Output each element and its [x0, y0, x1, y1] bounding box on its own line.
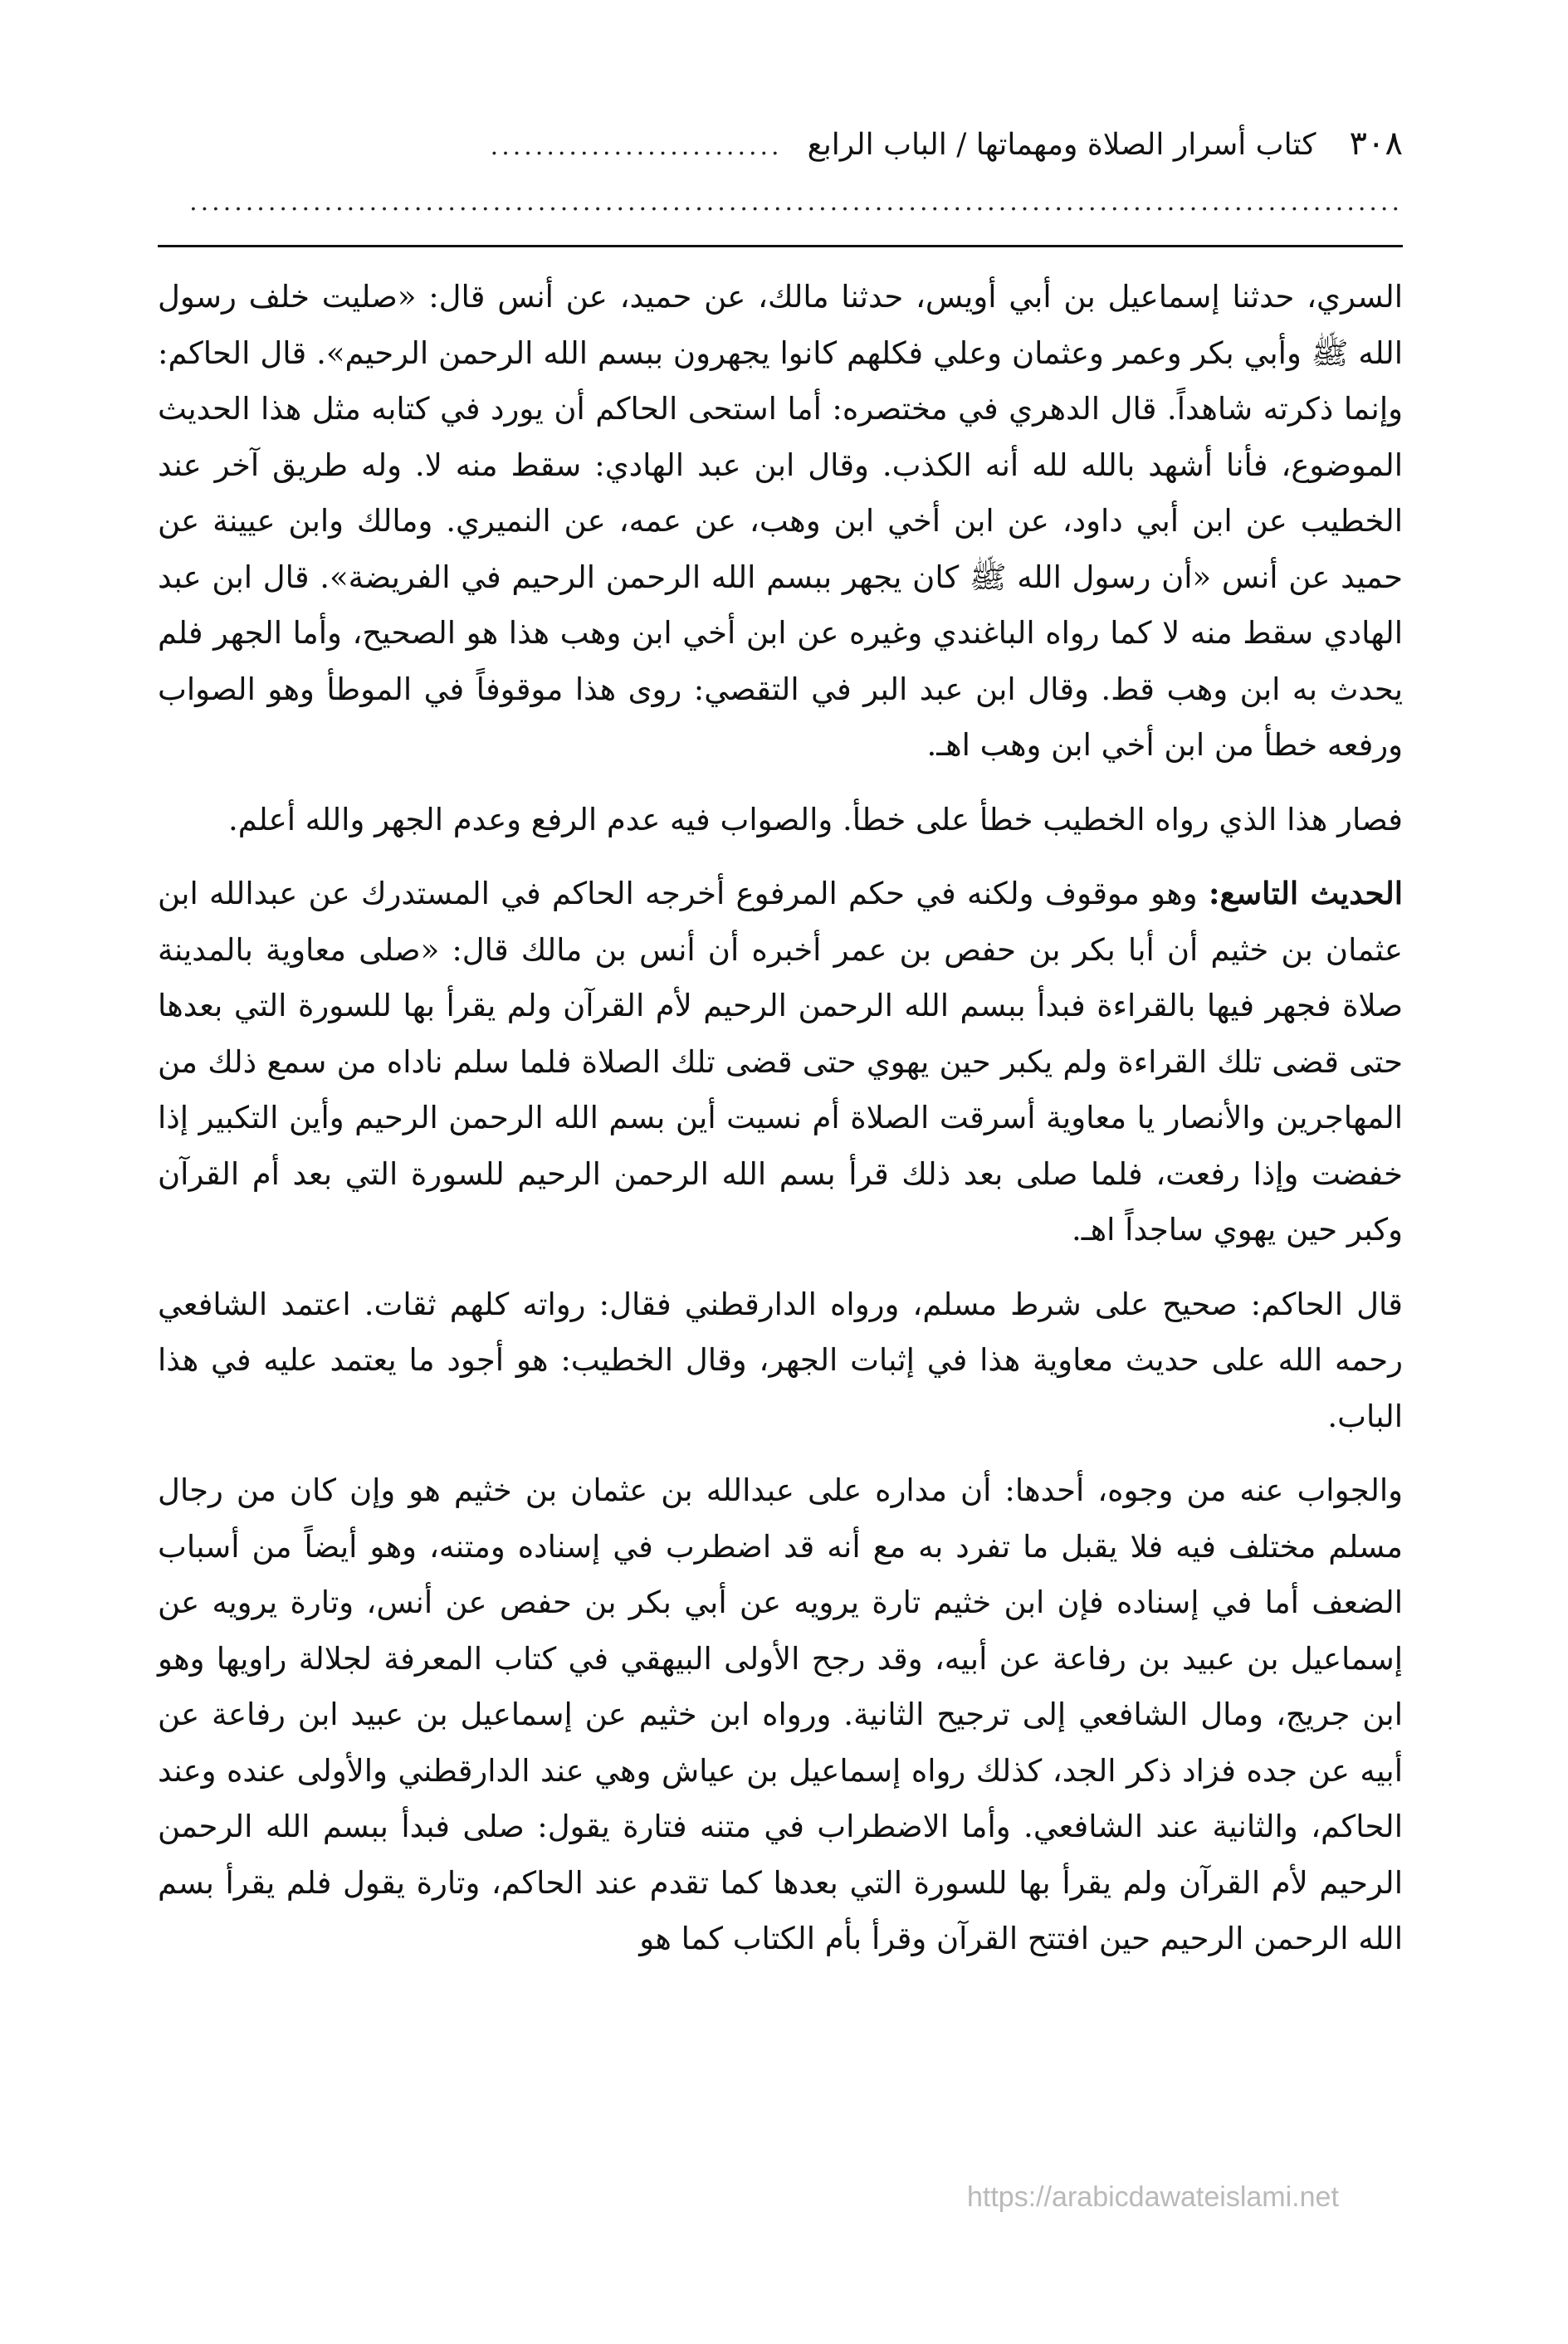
body-text: [158, 269, 1403, 1967]
paragraph-1: [158, 269, 1403, 774]
hadith-heading: الحديث التاسع:: [1208, 875, 1403, 911]
running-head: [158, 125, 1403, 174]
paragraph-5: [158, 1463, 1403, 1967]
page-number: ٣٠٨: [1349, 125, 1403, 163]
paragraph-text: والجواب عنه من وجوه، أحدها: أن مداره على عبدالله بن عثمان بن خثيم هو وإن كان من رجال مسلم مختلف فيه فلا يقبل ما تفرد به مع أنه قد اضطرب في إسناده ومتنه، وهو أيضاً من أسباب الضعف أما في إسناده فإن ابن خثيم تارة يرويه عن أبي بكر بن حفص عن أنس، وتارة يرويه عن إسماعيل بن عبيد بن رفاعة عن أبيه، وقد رجح الأولى البيهقي في كتاب المعرفة لجلالة راويها وهو ابن جريج، ومال الشافعي إلى ترجيح الثانية. ورواه ابن خثيم عن إسماعيل بن عبيد ابن رفاعة عن أبيه عن جده فزاد ذكر الجد، كذلك رواه إسماعيل بن عياش وهي عند الدارقطني والأولى عنده وعند الحاكم، والثانية عند الشافعي. وأما الاضطراب في متنه فتارة يقول: صلى فبدأ ببسم الله الرحمن الرحيم لأم القرآن ولم يقرأ بها للسورة التي بعدها كما تقدم عند الحاكم، وتارة يقول فلم يقرأ بسم الله الرحمن الرحيم حين افتتح القرآن وقرأ بأم الكتاب كما هو: [158, 1472, 1403, 1956]
paragraph-text: فصار هذا الذي رواه الخطيب خطأ على خطأ. والصواب فيه عدم الرفع وعدم الجهر والله أعلم.: [228, 801, 1403, 837]
paragraph-text: السري، حدثنا إسماعيل بن أبي أويس، حدثنا مالك، عن حميد، عن أنس قال: «صليت خلف رسول الله ﷺ وأبي بكر وعمر وعثمان وعلي فكلهم كانوا يجهرون ببسم الله الرحمن الرحيم». قال الحاكم: وإنما ذكرته شاهداً. قال الدهري في مختصره: أما استحى الحاكم أن يورد في كتابه مثل هذا الحديث الموضوع، فأنا أشهد بالله لله أنه الكذب. وقال ابن عبد الهادي: سقط منه لا. وله طريق آخر عند الخطيب عن ابن أبي داود، عن ابن أخي ابن وهب، عن عمه، عن النميري. ومالك وابن عيينة عن حميد عن أنس «أن رسول الله ﷺ كان يجهر ببسم الله الرحمن الرحيم في الفريضة». قال ابن عبد الهادي سقط منه لا كما رواه الباغندي وغيره عن ابن أخي ابن وهب هذا هو الصحيح، وأما الجهر فلم يحدث به ابن وهب قط. وقال ابن عبد البر في التقصي: روى هذا موقوفاً في الموطأ وهو الصواب ورفعه خطأ من ابن أخي ابن وهب اهـ.: [158, 279, 1404, 763]
dotted-rule: ............................................................................................................: [189, 188, 1403, 217]
running-head-title: كتاب أسرار الصلاة ومهماتها / الباب الرابع: [807, 128, 1316, 162]
book-page: [158, 125, 1403, 1985]
header-rule: [158, 245, 1403, 247]
watermark-link[interactable]: https://arabicdawateislami.net: [967, 2181, 1339, 2213]
paragraph-text: وهو موقوف ولكنه في حكم المرفوع أخرجه الحاكم في المستدرك عن عبدالله ابن عثمان بن خثيم أن أبا بكر بن حفص بن عمر أخبره أن أنس بن مالك قال: «صلى معاوية بالمدينة صلاة فجهر فيها بالقراءة فبدأ ببسم الله الرحمن الرحيم لأم القرآن ولم يقرأ بها للسورة التي بعدها حتى قضى تلك القراءة ولم يكبر حين يهوي حتى قضى تلك الصلاة فلما سلم ناداه من سمع ذلك من المهاجرين والأنصار يا معاوية أسرقت الصلاة أم نسيت أين بسم الله الرحمن الرحيم وأين التكبير إذا خفضت وإذا رفعت، فلما صلى بعد ذلك قرأ بسم الله الرحمن الرحيم للسورة التي بعد أم القرآن وكبر حين يهوي ساجداً اهـ.: [158, 876, 1403, 1248]
paragraph-4: [158, 1277, 1403, 1445]
paragraph-3: [158, 866, 1403, 1258]
leader-dots: ..........................: [490, 132, 783, 161]
paragraph-text: قال الحاكم: صحيح على شرط مسلم، ورواه الدارقطني فقال: رواته كلهم ثقات. اعتمد الشافعي رحمه الله على حديث معاوية هذا في إثبات الجهر، وقال الخطيب: هو أجود ما يعتمد عليه في هذا الباب.: [158, 1286, 1403, 1434]
paragraph-2: [158, 792, 1403, 848]
